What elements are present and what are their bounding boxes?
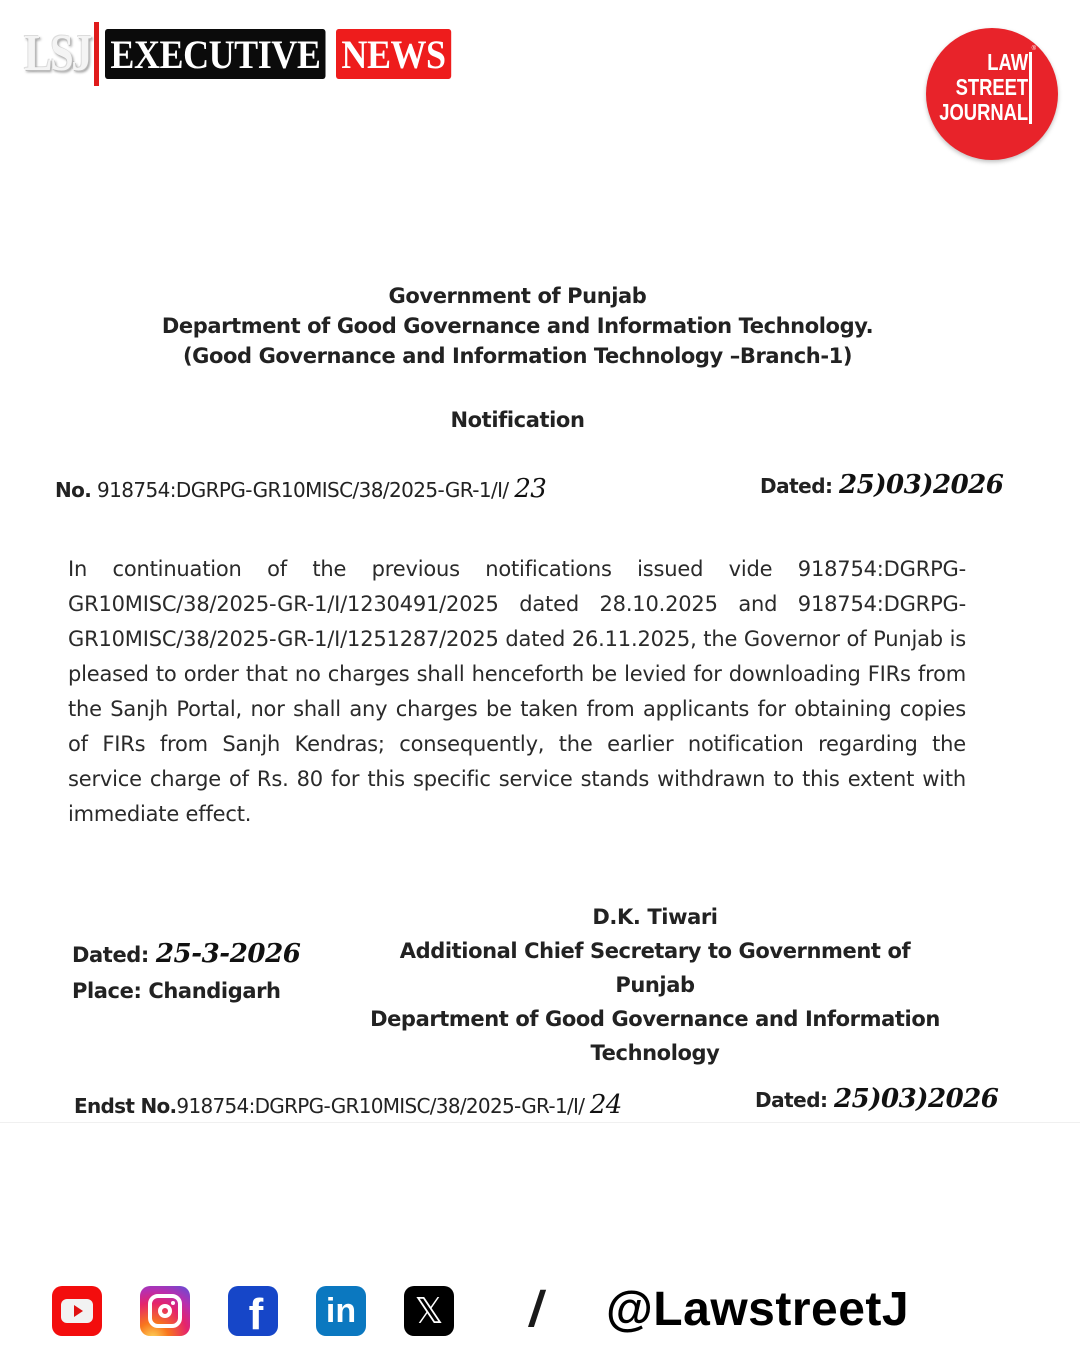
sign-dated-handwritten: 25-3-2026 (155, 939, 301, 969)
x-glyph: 𝕏 (414, 1290, 444, 1332)
brand-divider (94, 22, 99, 86)
separator: / (526, 1281, 548, 1337)
place-value: Chandigarh (148, 979, 281, 1003)
instagram-lens (158, 1304, 172, 1318)
endst-dated-handwritten: 25)03)2026 (834, 1084, 999, 1114)
logo-bar (1029, 52, 1032, 124)
place-label: Place: (72, 979, 142, 1003)
dated-handwritten: 25)03)2026 (839, 470, 1004, 500)
law-street-journal-logo (926, 28, 1058, 160)
gov-heading: Government of Punjab (388, 284, 647, 308)
logo-line-street: STREET (955, 74, 1028, 100)
signatory-block (360, 900, 950, 1070)
social-handle[interactable]: @LawstreetJ (606, 1283, 910, 1336)
youtube-frame (61, 1299, 93, 1323)
signatory-designation: Additional Chief Secretary to Government of Punjab (399, 939, 911, 997)
ref-handwritten: 23 (514, 474, 547, 504)
play-icon (74, 1305, 83, 1317)
endst-dated-label: Dated: (755, 1088, 828, 1112)
endorsement-date (755, 1084, 998, 1114)
brand-lsj: LSJ (24, 25, 91, 82)
reference-number (55, 474, 546, 504)
notification-date (760, 470, 1003, 500)
facebook-glyph: f (248, 1290, 264, 1336)
endst-number: 918754:DGRPG-GR10MISC/38/2025-GR-1/I/ (176, 1094, 585, 1118)
brand-news: NEWS (336, 29, 451, 79)
x-icon[interactable] (404, 1286, 454, 1336)
sign-date-place (72, 936, 300, 1009)
signatory-name: D.K. Tiwari (592, 905, 718, 929)
notification-body: In continuation of the previous notifications issued vide 918754:DGRPG-GR10MISC/38/2025-GR-1/I/1230491/2025 dated 28.10.2025 and 918754:DGRPG-GR10MISC/38/2025-GR-1/I/1251287/2025 dated 26.11.2025, the Governor of Punjab is pleased to order that no charges shall henceforth be levied for downloading FIRs from the Sanjh Portal, nor shall any charges be taken from applicants for obtaining copies of FIRs from Sanjh Kendras; consequently, the earlier notification regarding the service charge of Rs. 80 for this specific service stands withdrawn to this extent with immediate effect. (68, 557, 966, 826)
department-heading: Department of Good Governance and Information Technology. (161, 314, 874, 338)
signatory-department-cont: Technology (590, 1041, 720, 1065)
linkedin-glyph: in (325, 1291, 357, 1330)
sign-place (72, 973, 300, 1009)
youtube-icon[interactable] (52, 1286, 102, 1336)
trademark-icon: ® (1031, 46, 1036, 52)
instagram-icon[interactable] (140, 1286, 190, 1336)
ref-number: 918754:DGRPG-GR10MISC/38/2025-GR-1/I/ (97, 478, 509, 502)
instagram-frame (148, 1294, 182, 1328)
linkedin-icon[interactable] (316, 1286, 366, 1336)
brand-executive: EXECUTIVE (105, 29, 326, 79)
document-edge (0, 1122, 1080, 1123)
social-links (52, 1286, 492, 1336)
logo-line-law: LAW (987, 49, 1028, 75)
dated-label: Dated: (760, 474, 833, 498)
facebook-icon[interactable] (228, 1286, 278, 1336)
logo-line-journal: JOURNAL (939, 99, 1028, 125)
endst-handwritten: 24 (589, 1090, 622, 1120)
endst-label: Endst No. (74, 1094, 177, 1118)
branch-heading: (Good Governance and Information Technology –Branch-1) (182, 344, 853, 368)
executive-news-brand (24, 22, 464, 86)
notification-title: Notification (450, 408, 585, 432)
ref-label: No. (55, 478, 92, 502)
instagram-dot (171, 1301, 175, 1305)
logo-text (939, 50, 1028, 125)
endorsement-number (74, 1090, 622, 1120)
sign-date (72, 936, 300, 973)
sign-dated-label: Dated: (72, 943, 149, 967)
signatory-department: Department of Good Governance and Information (370, 1007, 940, 1031)
